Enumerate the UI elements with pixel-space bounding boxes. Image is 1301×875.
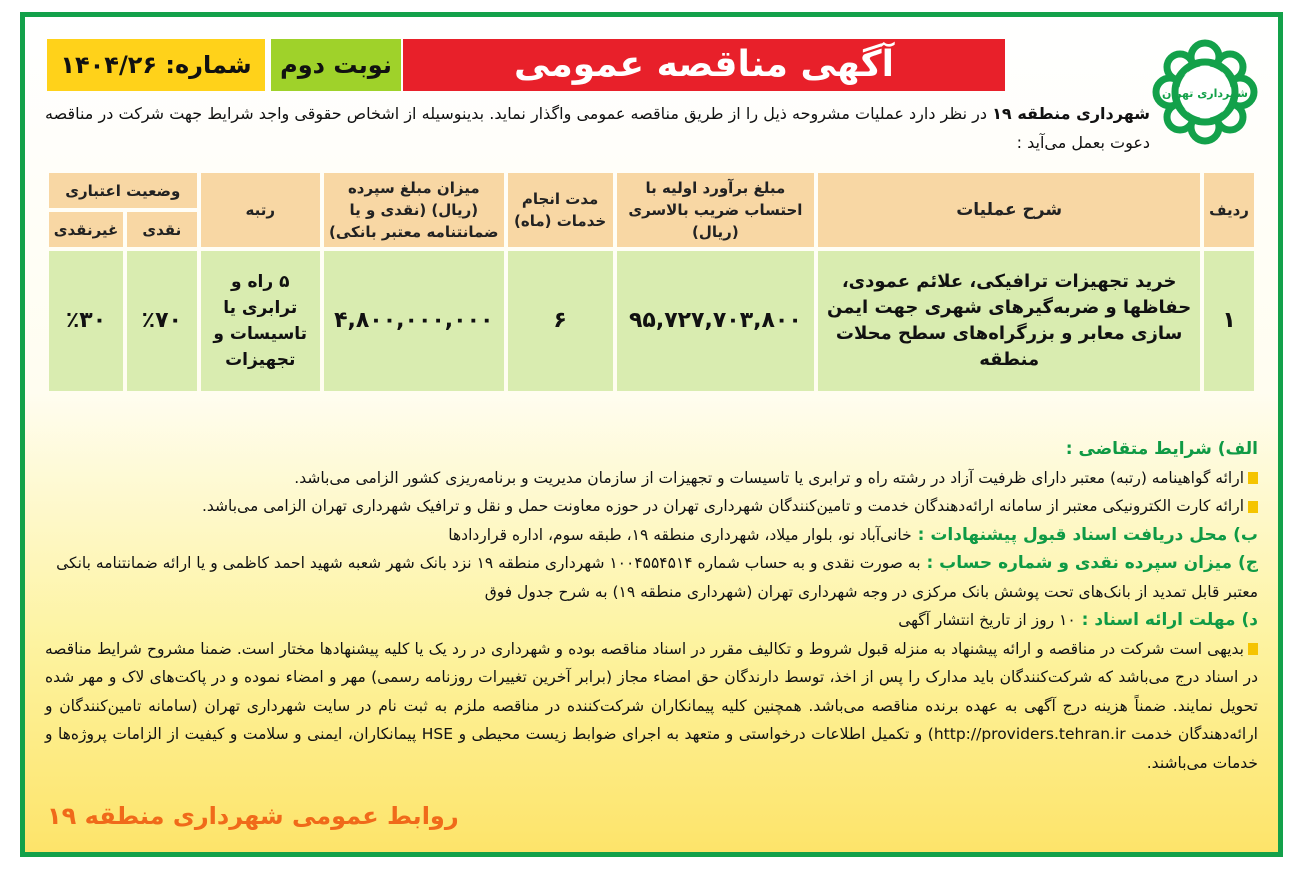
svg-text:شهرداری تهران: شهرداری تهران: [1162, 87, 1248, 100]
cell-cash: ٪۷۰: [127, 251, 197, 391]
intro-org: شهرداری منطقه ۱۹: [992, 104, 1151, 123]
condition-text: ارائه گواهینامه (رتبه) معتبر دارای ظرفیت آزاد در رشته راه و ترابری یا تاسیسات و تجهیزات از سازمان مدیریت و برنامه‌ریزی کشور الزامی می‌باشد.: [294, 468, 1244, 487]
signature: روابط عمومی شهرداری منطقه ۱۹: [47, 802, 459, 830]
section-c: [45, 549, 1258, 606]
section-c-text: به صورت نقدی و به حساب شماره ۱۰۰۴۵۵۴۵۱۴ شهرداری منطقه ۱۹ نزد بانک شهر شعبه شهید احمد کاظمی و یا ارائه ضمانتنامه بانکی معتبر قابل تمدید از بانک‌های تحت پوشش بانک مرکزی در وجه شهرداری تهران (شهرداری منطقه ۱۹) به شرح جدول فوق: [56, 554, 1258, 601]
section-b-text: خانی‌آباد نو، بلوار میلاد، شهرداری منطقه ۱۹، طبقه سوم، اداره قراردادها: [448, 525, 912, 544]
ad-number-badge: شماره: ۱۴۰۴/۲۶: [47, 39, 265, 91]
cell-duration: ۶: [508, 251, 613, 391]
section-d: [45, 606, 1258, 635]
section-d-text: ۱۰ روز از تاریخ انتشار آگهی: [898, 611, 1076, 629]
header-credit-status: وضعیت اعتباری: [49, 173, 197, 208]
header-noncash: غیرنقدی: [49, 212, 123, 247]
header-row-number: ردیف: [1204, 173, 1254, 247]
section-d-title: د) مهلت ارائه اسناد :: [1075, 610, 1258, 630]
section-b: [45, 521, 1258, 550]
header-grade: رتبه: [201, 173, 320, 247]
cell-grade: ۵ راه و ترابری یا تاسیسات و تجهیزات: [201, 251, 320, 391]
section-c-title: ج) میزان سپرده نقدی و شماره حساب :: [920, 553, 1258, 573]
notes: [45, 635, 1258, 778]
tender-table: [45, 169, 1258, 395]
condition-text: ارائه کارت الکترونیکی معتبر از سامانه ارائه‌دهندگان خدمت و تامین‌کنندگان شهرداری تهران در حوزه معاونت حمل و نقل و ترافیک شهرداری تهران الزامی می‌باشد.: [201, 497, 1244, 515]
round-badge: نوبت دوم: [271, 39, 401, 91]
intro-paragraph: [45, 99, 1150, 157]
bullet-icon: [1248, 472, 1258, 484]
condition-item: [45, 492, 1258, 521]
cell-deposit: ۴,۸۰۰,۰۰۰,۰۰۰: [324, 251, 504, 391]
bullet-icon: [1248, 501, 1258, 513]
table-row: [49, 251, 1254, 391]
header-duration: مدت انجام خدمات (ماه): [508, 173, 613, 247]
ad-frame: [20, 12, 1283, 857]
ad-title: آگهی مناقصه عمومی: [403, 39, 1005, 91]
conditions-section: [45, 435, 1258, 777]
condition-item: [45, 464, 1258, 493]
tehran-municipality-logo-icon: [1150, 37, 1260, 147]
bullet-icon: [1248, 643, 1258, 655]
cell-description: خرید تجهیزات ترافیکی، علائم عمودی، حفاظها و ضربه‌گیرهای شهری جهت ایمن سازی معابر و بزرگراه‌های سطح محلات منطقه: [818, 251, 1200, 391]
header-deposit: میزان مبلغ سپرده (ریال) (نقدی و یا ضمانتنامه معتبر بانکی): [324, 173, 504, 247]
section-b-title: ب) محل دریافت اسناد قبول پیشنهادات :: [911, 524, 1258, 545]
notes-text: بدیهی است شرکت در مناقصه و ارائه پیشنهاد به منزله قبول شروط و تکالیف مقرر در اسناد مناقصه بوده و شهرداری در رد یک یا کلیه پیشنهادها مختار است. ضمنا مشروح شرایط مناقصه در اسناد درج می‌باشد که شرکت‌کنندگان باید مدارک را پس از اخذ، توسط دارندگان حق امضاء مجاز (برابر آخرین تغییرات روزنامه رسمی) مهر و امضاء نموده و در پاکت‌های لاک و مهر شده تحویل نمایند. ضمناً هزینه درج آگهی به عهده برنده مناقصه می‌باشد. همچنین کلیه پیمانکاران شرکت‌کننده در مناقصه ملزم به ثبت نام در سایت شهرداری تهران (سامانه تامین‌کنندگان و ارائه‌دهندگان خدمت http://providers.tehran.ir) و تکمیل اطلاعات درخواستی و متعهد به اجرای ضوابط زیست محیطی و HSE پیمانکاران، ایمنی و سلامت و کیفیت از الزامات پروژه‌ها و خدمات می‌باشند.: [45, 639, 1258, 772]
cell-noncash: ٪۳۰: [49, 251, 123, 391]
cell-estimate: ۹۵,۷۲۷,۷۰۳,۸۰۰: [617, 251, 815, 391]
cell-row-number: ۱: [1204, 251, 1254, 391]
header-description: شرح عملیات: [818, 173, 1200, 247]
header-cash: نقدی: [127, 212, 197, 247]
intro-text: در نظر دارد عملیات مشروحه ذیل را از طریق مناقصه عمومی واگذار نماید. بدینوسیله از اشخاص حقوقی واجد شرایط جهت شرکت در مناقصه دعوت بعمل می‌آید :: [45, 104, 1150, 152]
section-a-title: الف) شرایط متقاضی :: [1065, 439, 1258, 459]
header-estimate: مبلغ برآورد اولیه با احتساب ضریب بالاسری (ریال): [617, 173, 815, 247]
